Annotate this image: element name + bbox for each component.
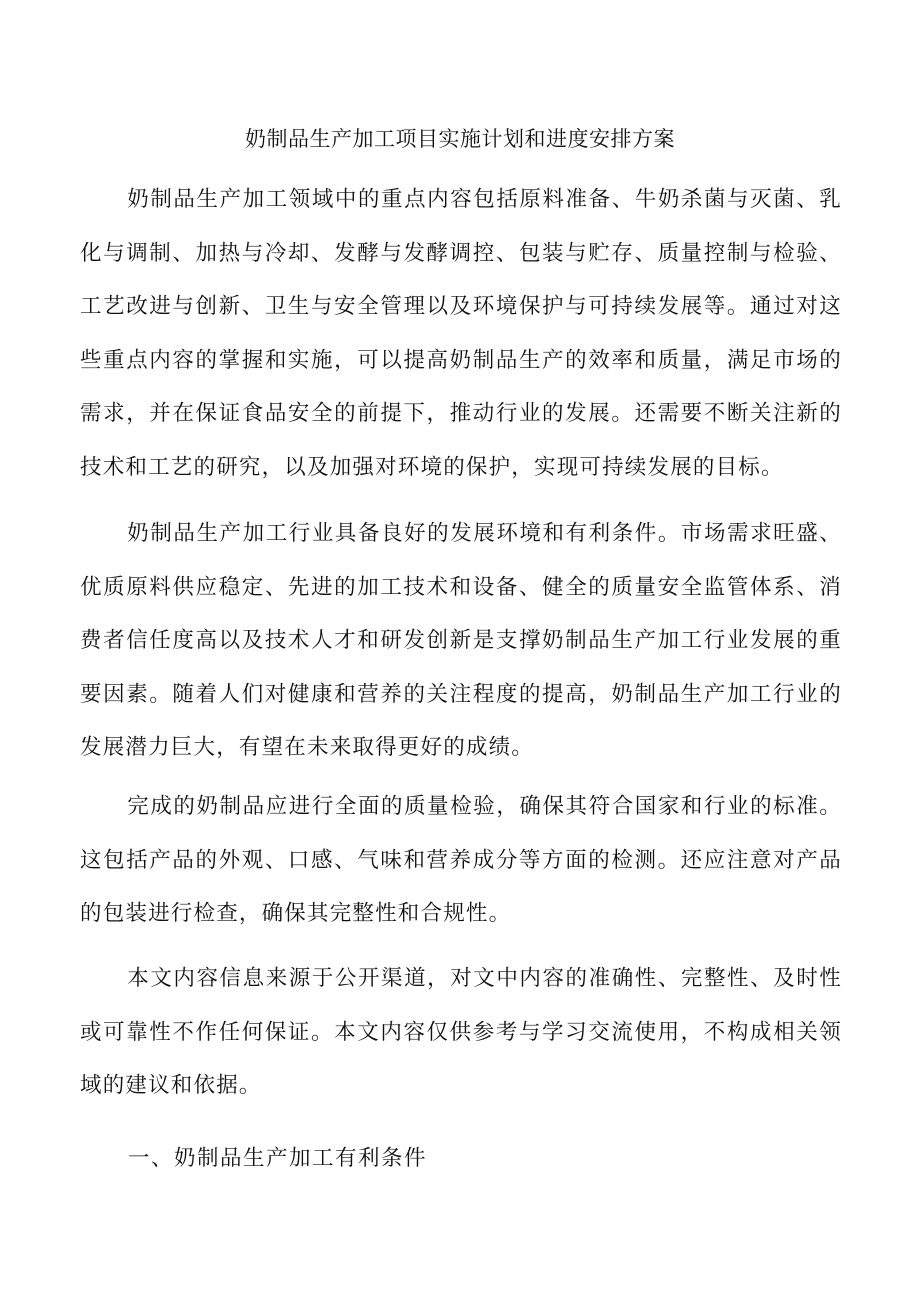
paragraph-quality-inspection: 完成的奶制品应进行全面的质量检验，确保其符合国家和行业的标准。这包括产品的外观、口感、气味和营养成分等方面的检测。还应注意对产品的包装进行检查，确保其完整性和合规性。 — [80, 794, 842, 926]
section-heading: 一、奶制品生产加工有利条件 — [128, 1146, 428, 1171]
paragraph-industry-conditions: 奶制品生产加工行业具备良好的发展环境和有利条件。市场需求旺盛、优质原料供应稳定、先进的加工技术和设备、健全的质量安全监管体系、消费者信任度高以及技术人才和研发创新是支撑奶制品生产加工行业发展的重要因素。随着人们对健康和营养的关注程度的提高，奶制品生产加工行业的发展潜力巨大，有望在未来取得更好的成绩。 — [80, 521, 842, 760]
paragraph-key-content: 奶制品生产加工领域中的重点内容包括原料准备、牛奶杀菌与灭菌、乳化与调制、加热与冷却、发酵与发酵调控、包装与贮存、质量控制与检验、工艺改进与创新、卫生与安全管理以及环境保护与可持续发展等。通过对这些重点内容的掌握和实施，可以提高奶制品生产的效率和质量，满足市场的需求，并在保证食品安全的前提下，推动行业的发展。还需要不断关注新的技术和工艺的研究，以及加强对环境的保护，实现可持续发展的目标。 — [80, 187, 842, 480]
document-title: 奶制品生产加工项目实施计划和进度安排方案 — [245, 127, 675, 151]
paragraph-disclaimer: 本文内容信息来源于公开渠道，对文中内容的准确性、完整性、及时性或可靠性不作任何保证。本文内容仅供参考与学习交流使用，不构成相关领域的建议和依据。 — [80, 966, 842, 1098]
